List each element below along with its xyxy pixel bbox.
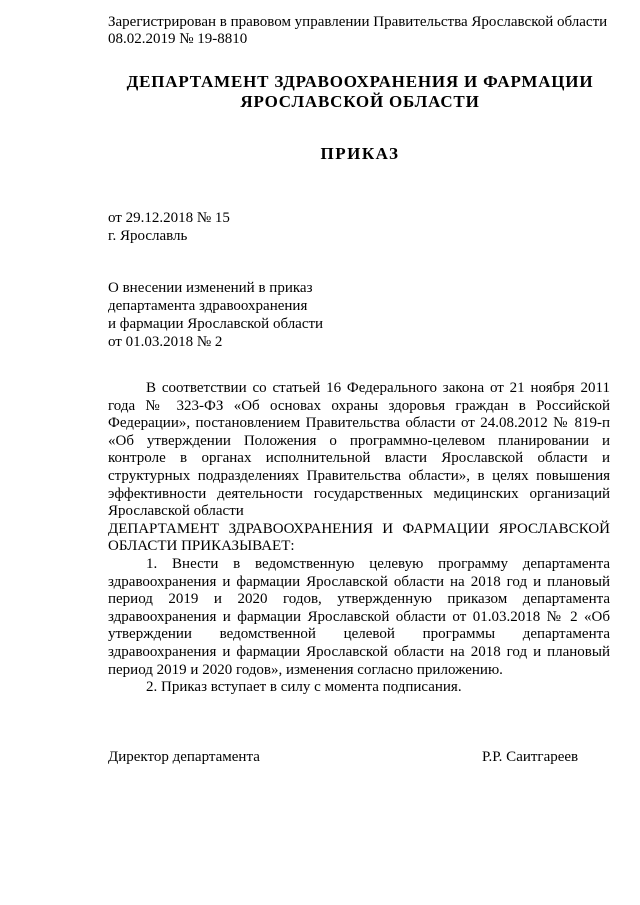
subject-line-3: и фармации Ярославской области <box>108 316 324 332</box>
order-city: г. Ярославль <box>108 228 188 244</box>
department-heading <box>60 72 640 112</box>
order-subject <box>108 279 323 351</box>
order-date-number: от 29.12.2018 № 15 <box>108 210 230 226</box>
registration-line-1: Зарегистрирован в правовом управлении Правительства Ярославской области <box>108 14 608 30</box>
order-body <box>108 380 610 697</box>
order-title: ПРИКАЗ <box>320 144 400 163</box>
registration-line-2: 08.02.2019 № 19-8810 <box>108 31 248 47</box>
subject-line-2: департамента здравоохранения <box>108 298 308 314</box>
order-date-block <box>108 209 230 245</box>
signatory-position: Директор департамента <box>108 749 260 765</box>
preamble-paragraph: В соответствии со статьей 16 Федерального закона от 21 ноября 2011 года № 323-ФЗ «Об основах охраны здоровья граждан в Российской Федерации», постановлением Правительства области от 24.08.2012 № 819-п «Об утверждении Положения о программно-целевом планировании и контроле в органах исполнительной власти Ярославской области и структурных подразделениях Правительства области», в целях повышения эффективности деятельности государственных медицинских организаций Ярославской области <box>108 380 610 520</box>
department-heading-line-1: ДЕПАРТАМЕНТ ЗДРАВООХРАНЕНИЯ И ФАРМАЦИИ <box>126 72 594 91</box>
department-heading-line-2: ЯРОСЛАВСКОЙ ОБЛАСТИ <box>240 92 480 111</box>
subject-line-4: от 01.03.2018 № 2 <box>108 334 223 350</box>
registration-stamp <box>108 14 608 48</box>
signatory-name: Р.Р. Саитгареев <box>482 749 579 765</box>
item-1-paragraph: 1. Внести в ведомственную целевую программу департамента здравоохранения и фармации Ярославской области на 2018 год и плановый период 2019 и 2020 годов, утвержденную приказом департамента здравоохранения и фармации Ярославской области от 01.03.2018 № 2 «Об утверждении ведомственной целевой программы департамента здравоохранения и фармации Ярославской области на 2018 год и плановый период 2019 и 2020 годов», изменения согласно приложению. <box>108 555 610 678</box>
orders-paragraph: ДЕПАРТАМЕНТ ЗДРАВООХРАНЕНИЯ И ФАРМАЦИИ ЯРОСЛАВСКОЙ ОБЛАСТИ ПРИКАЗЫВАЕТ: <box>108 520 610 555</box>
item-2-paragraph: 2. Приказ вступает в силу с момента подписания. <box>146 679 462 696</box>
subject-line-1: О внесении изменений в приказ <box>108 280 313 296</box>
